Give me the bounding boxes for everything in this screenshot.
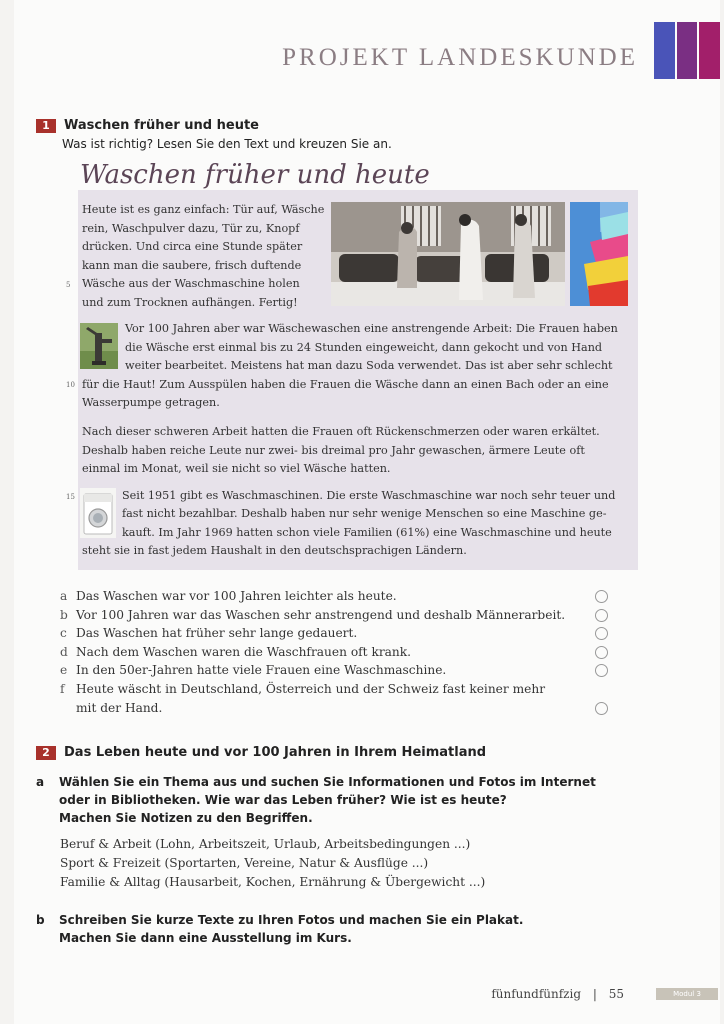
checkbox-c[interactable] [595, 627, 608, 640]
section2-heading [36, 745, 486, 760]
statement-letter: b [60, 607, 68, 622]
checkbox-b[interactable] [595, 609, 608, 622]
article-title: Waschen früher und heute [80, 160, 430, 190]
header-color-bars [654, 22, 720, 79]
statement-letter: a [60, 589, 68, 603]
article-paragraph-4 [122, 487, 622, 543]
statement-item-d [60, 643, 620, 662]
article-line: fast nicht bezahlbar. Deshalb haben nur sehr wenige Menschen so eine Maschine ge- [122, 507, 607, 520]
article-line: weiter bearbeitet. Meistens hat man dazu Soda verwendet. Das ist aber sehr schlecht [125, 359, 613, 372]
module-badge: Modul 3 [656, 988, 718, 1000]
statement-text: Vor 100 Jahren war das Waschen sehr anstrengend und deshalb Männerarbeit. [76, 607, 566, 622]
statement-item-e [60, 661, 620, 680]
checkbox-a[interactable] [595, 590, 608, 603]
article-line: kann man die saubere, frisch duftende [82, 258, 302, 272]
line-number: 5 [66, 281, 71, 289]
section2-task-a [36, 773, 596, 827]
checkbox-f[interactable] [595, 702, 608, 715]
task-letter: a [36, 775, 45, 789]
article-line: drücken. Und circa eine Stunde später [82, 240, 303, 253]
article-line: kauft. Im Jahr 1969 hatten schon viele Familien (61%) eine Waschmaschine und heute [122, 525, 612, 539]
statement-text: mit der Hand. [76, 700, 163, 715]
statement-item-a [60, 587, 620, 606]
article-paragraph-2-cont [82, 376, 622, 413]
article-line: Seit 1951 gibt es Waschmaschinen. Die erste Waschmaschine war noch sehr teuer und [122, 488, 616, 502]
task-line: oder in Bibliotheken. Wie war das Leben früher? Wie ist es heute? [59, 793, 507, 807]
statement-text: Das Waschen war vor 100 Jahren leichter als heute. [76, 589, 397, 603]
article-paragraph-4-cont [82, 542, 622, 561]
statement-letter: d [60, 644, 68, 659]
topic-item: Sport & Freizeit (Sportarten, Vereine, Natur & Ausflüge ...) [60, 856, 429, 870]
washing-machine-icon [80, 488, 116, 538]
article-line: einmal im Monat, weil sie nicht so viel Wäsche hatten. [82, 462, 391, 475]
article-line: für die Haut! Zum Ausspülen haben die Frauen die Wäsche dann an einen Bach oder an eine [82, 377, 609, 391]
article-paragraph-1 [82, 201, 327, 312]
statement-list [60, 587, 620, 717]
article-line: die Wäsche erst einmal bis zu 24 Stunden eingeweicht, dann gekocht und von Hand [125, 340, 603, 354]
checkbox-e[interactable] [595, 664, 608, 677]
section1-title: Waschen früher und heute [64, 118, 259, 133]
line-number: 15 [66, 493, 75, 501]
statement-letter: e [60, 663, 68, 678]
statement-item-f-cont [60, 699, 620, 718]
task-line: Wählen Sie ein Thema aus und suchen Sie Informationen und Fotos im Internet [59, 775, 596, 789]
page-header-title: PROJEKT LANDESKUNDE [282, 44, 638, 71]
section1-number: 1 [36, 119, 56, 133]
task-letter: b [36, 913, 45, 927]
historical-laundry-photo [331, 202, 565, 306]
statement-letter: c [60, 626, 67, 641]
section1-instruction: Was ist richtig? Lesen Sie den Text und kreuzen Sie an. [62, 137, 392, 151]
topic-item: Beruf & Arbeit (Lohn, Arbeitszeit, Urlaub, Arbeitsbedingungen ...) [60, 837, 471, 851]
article-line: und zum Trocknen aufhängen. Fertig! [82, 295, 298, 309]
header-bar-magenta [699, 22, 720, 79]
page-number: 55 [608, 987, 624, 1001]
section1-heading [36, 118, 259, 133]
task-line: Machen Sie Notizen zu den Begriffen. [59, 811, 313, 825]
statement-item-b [60, 606, 620, 625]
task-line: Machen Sie dann eine Ausstellung im Kurs. [59, 931, 352, 945]
article-line: Nach dieser schweren Arbeit hatten die Frauen oft Rückenschmerzen oder waren erkältet. [82, 425, 600, 438]
statement-letter: f [60, 681, 65, 696]
article-line: Deshalb haben reiche Leute nur zwei- bis dreimal pro Jahr gewaschen, ärmere Leute oft [82, 443, 585, 457]
page-number-word: fünfundfünfzig [491, 987, 582, 1001]
statement-text: In den 50er-Jahren hatte viele Frauen eine Waschmaschine. [76, 663, 447, 678]
article-line: steht sie in fast jedem Haushalt in den deutschsprachigen Ländern. [82, 544, 467, 557]
footer-separator: | [592, 987, 597, 1001]
article-paragraph-2 [125, 320, 625, 376]
article-line: Wasserpumpe getragen. [82, 396, 220, 409]
article-line: Heute ist es ganz einfach: Tür auf, Wäsche [82, 203, 325, 216]
section2-title: Das Leben heute und vor 100 Jahren in Ihrem Heimatland [64, 745, 487, 760]
colorful-laundry-photo [570, 202, 628, 306]
statement-text: Nach dem Waschen waren die Waschfrauen oft krank. [76, 644, 412, 659]
task-line: Schreiben Sie kurze Texte zu Ihren Fotos und machen Sie ein Plakat. [59, 913, 524, 927]
section2-task-b [36, 911, 596, 947]
statement-item-f [60, 680, 620, 699]
checkbox-d[interactable] [595, 646, 608, 659]
topic-list [60, 835, 485, 892]
line-number: 10 [66, 381, 75, 389]
header-bar-purple [677, 22, 698, 79]
header-bar-blue [654, 22, 675, 79]
statement-text: Das Waschen hat früher sehr lange gedauert. [76, 626, 358, 641]
article-line: Wäsche aus der Waschmaschine holen [82, 277, 300, 290]
topic-item: Familie & Alltag (Hausarbeit, Kochen, Ernährung & Übergewicht ...) [60, 875, 486, 889]
section2-number: 2 [36, 746, 56, 760]
statement-text: Heute wäscht in Deutschland, Österreich und der Schweiz fast keiner mehr [76, 681, 546, 696]
article-paragraph-3 [82, 423, 622, 479]
page-footer [491, 987, 624, 1001]
water-pump-icon [80, 323, 118, 369]
statement-item-c [60, 624, 620, 643]
article-line: rein, Waschpulver dazu, Tür zu, Knopf [82, 221, 300, 235]
article-line: Vor 100 Jahren aber war Wäschewaschen eine anstrengende Arbeit: Die Frauen haben [125, 322, 618, 335]
